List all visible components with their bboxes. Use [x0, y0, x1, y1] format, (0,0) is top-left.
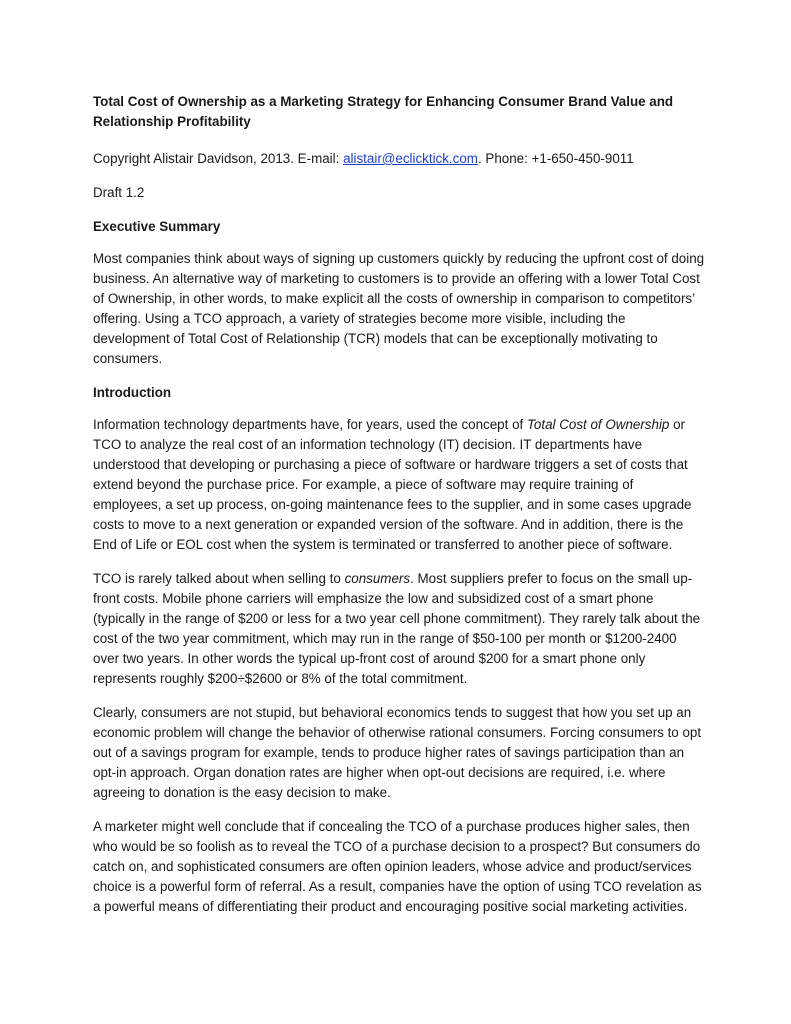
introduction-heading: Introduction: [93, 385, 172, 400]
document-title: Total Cost of Ownership as a Marketing Strategy for Enhancing Consumer Brand Value and Relationship Profitability: [93, 94, 674, 129]
executive-summary-paragraph: Most companies think about ways of signing up customers quickly by reducing the upfront cost of doing business. An alternative way of marketing to customers is to provide an offering with a lower Total Cost of Ownership, in other words, to make explicit all the costs of ownership in comparison to competitors’ offering. Using a TCO approach, a variety of strategies become more visible, including the development of Total Cost of Relationship (TCR) models that can be exceptionally motivating to consumers.: [93, 251, 705, 366]
intro-p1-emphasis: Total Cost of Ownership: [526, 417, 670, 432]
introduction-paragraph-2: [93, 569, 705, 689]
email-link[interactable]: alistair@eclicktick.com: [343, 151, 478, 166]
intro-p1-start: Information technology departments have, for years, used the concept of: [93, 417, 527, 432]
intro-p2-end: . Most suppliers prefer to focus on the small up-front costs. Mobile phone carriers will emphasize the low and subsidized cost of a smart phone (typically in the range of $200 or less for a two year cell phone commitment). They rarely talk about the cost of the two year commitment, which may run in the range of $50-100 per month or $1200-2400 over two years. In other words the typical up-front cost of around $200 for a smart phone only represents roughly $200÷$2600 or 8% of the total commitment.: [93, 571, 701, 686]
copyright-line: [93, 149, 705, 169]
introduction-paragraph-1: [93, 415, 705, 555]
intro-p2-emphasis: consumers: [344, 571, 411, 586]
copyright-prefix: Copyright Alistair Davidson, 2013. E-mail:: [93, 151, 344, 166]
copyright-suffix: . Phone: +1-650-450-9011: [477, 151, 634, 166]
draft-version: Draft 1.2: [93, 185, 145, 200]
intro-p1-end: or TCO to analyze the real cost of an information technology (IT) decision. IT departments have understood that developing or purchasing a piece of software or hardware triggers a set of costs that extend beyond the purchase price. For example, a piece of software may require training of employees, a set up process, on-going maintenance fees to the supplier, and in some cases upgrade costs to move to a next generation or expanded version of the software. And in addition, there is the End of Life or EOL cost when the system is terminated or transferred to another piece of software.: [93, 417, 692, 552]
introduction-paragraph-3: Clearly, consumers are not stupid, but behavioral economics tends to suggest that how you set up an economic problem will change the behavior of otherwise rational consumers. Forcing consumers to opt out of a savings program for example, tends to produce higher rates of savings participation than an opt-in approach. Organ donation rates are higher when opt-out decisions are required, i.e. where agreeing to donation is the easy decision to make.: [93, 705, 702, 800]
document-page: [93, 92, 705, 931]
executive-summary-heading: Executive Summary: [93, 219, 221, 234]
introduction-paragraph-4: A marketer might well conclude that if concealing the TCO of a purchase produces higher sales, then who would be so foolish as to reveal the TCO of a purchase decision to a prospect? But consumers do catch on, and sophisticated consumers are often opinion leaders, whose advice and product/services choice is a powerful form of referral. As a result, companies have the option of using TCO revelation as a powerful means of differentiating their product and encouraging positive social marketing activities.: [93, 819, 702, 914]
intro-p2-start: TCO is rarely talked about when selling to: [93, 571, 345, 586]
